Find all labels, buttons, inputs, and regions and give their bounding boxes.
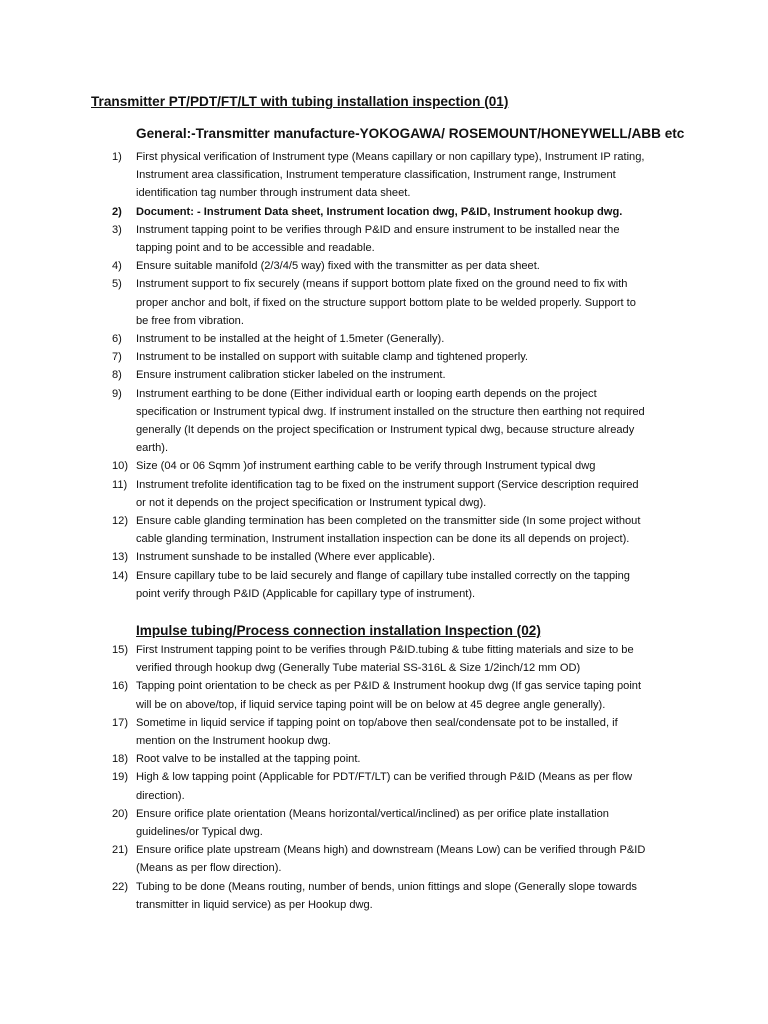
item-number: 18) xyxy=(112,753,129,766)
list-item xyxy=(0,221,768,257)
item-number: 12) xyxy=(112,515,129,528)
item-number: 3) xyxy=(112,223,122,236)
item-number: 11) xyxy=(112,478,128,491)
inspection-list-part2 xyxy=(0,641,768,914)
item-text-line: cable glanding termination, Instrument installation inspection can be done its all depends on project). xyxy=(136,533,630,546)
item-number: 4) xyxy=(112,260,122,273)
item-number: 9) xyxy=(112,387,122,400)
item-text-line: point verify through P&ID (Applicable for capillary type of instrument). xyxy=(136,587,476,600)
item-number: 14) xyxy=(112,569,129,582)
item-text-line: Instrument earthing to be done (Either individual earth or looping earth depends on the project xyxy=(136,387,597,400)
item-text-line: Root valve to be installed at the tapping point. xyxy=(136,753,361,766)
item-text-line: will be on above/top, if liquid service taping point will be on below at 45 degree angle generally). xyxy=(136,698,606,711)
item-text-line: Instrument to be installed on support with suitable clamp and tightened properly. xyxy=(136,351,529,364)
item-number: 16) xyxy=(112,680,129,693)
item-text-line: First Instrument tapping point to be verifies through P&ID.tubing & tube fitting materials and size to be xyxy=(136,644,634,656)
item-text-line: Ensure instrument calibration sticker labeled on the instrument. xyxy=(136,369,446,382)
item-text-line: Sometime in liquid service if tapping point on top/above then seal/condensate pot to be installed, if xyxy=(136,716,618,729)
item-number: 2) xyxy=(112,205,122,218)
item-text-line: proper anchor and bolt, if fixed on the structure support bottom plate to be welded properly. Support to xyxy=(136,296,636,309)
item-text-line: Tubing to be done (Means routing, number of bends, union fittings and slope (Generally slope towards xyxy=(136,880,637,893)
item-text-line: guidelines/or Typical dwg. xyxy=(136,826,263,839)
item-text-line: verified through hookup dwg (Generally Tube material SS-316L & Size 1/2inch/12 mm OD) xyxy=(136,662,581,675)
list-item xyxy=(0,567,768,603)
item-text-line: tapping point and to be accessible and readable. xyxy=(136,242,375,255)
item-text-line: direction). xyxy=(136,789,185,802)
inspection-list-part1 xyxy=(0,148,768,603)
list-item xyxy=(0,203,768,221)
item-text-line: High & low tapping point (Applicable for PDT/FT/LT) can be verified through P&ID (Means as per flow xyxy=(136,771,633,784)
item-text-line: Ensure orifice plate upstream (Means high) and downstream (Means Low) can be verified through P&ID xyxy=(136,844,646,857)
item-text-line: generally (It depends on the project specification or Instrument typical dwg, because structure already xyxy=(136,424,635,437)
list-item xyxy=(0,257,768,275)
item-text-line: or not it depends on the project specification or Instrument typical dwg). xyxy=(136,496,487,509)
item-text-line: Ensure capillary tube to be laid securely and flange of capillary tube installed correctly on the tapping xyxy=(136,569,630,582)
item-number: 8) xyxy=(112,369,122,382)
item-text-line: Ensure suitable manifold (2/3/4/5 way) fixed with the transmitter as per data sheet. xyxy=(136,260,540,273)
item-number: 10) xyxy=(112,460,129,473)
item-number: 20) xyxy=(112,807,129,820)
general-heading: General:-Transmitter manufacture-YOKOGAWA/ ROSEMOUNT/HONEYWELL/ABB etc xyxy=(136,126,685,141)
list-item xyxy=(0,677,768,713)
item-number: 17) xyxy=(112,716,129,729)
list-item xyxy=(0,641,768,677)
item-number: 19) xyxy=(112,771,129,784)
item-text-line: specification or Instrument typical dwg. If instrument installed on the structure then earthing not required xyxy=(136,405,645,418)
list-item xyxy=(0,457,768,475)
item-number: 21) xyxy=(112,844,129,857)
item-text-line: Size (04 or 06 Sqmm )of instrument earthing cable to be verify through Instrument typical dwg xyxy=(136,460,596,473)
list-item xyxy=(0,878,768,914)
list-item xyxy=(0,714,768,750)
item-number: 6) xyxy=(112,333,122,346)
item-text-line: Instrument support to fix securely (means if support bottom plate fixed on the ground need to fix with xyxy=(136,278,628,291)
list-item xyxy=(0,348,768,366)
list-item xyxy=(0,330,768,348)
item-text-line: Document: - Instrument Data sheet, Instrument location dwg, P&ID, Instrument hookup dwg. xyxy=(136,205,623,218)
list-item xyxy=(0,366,768,384)
list-item xyxy=(0,148,768,203)
item-text-line: Instrument sunshade to be installed (Where ever applicable). xyxy=(136,551,436,564)
item-text-line: Instrument tapping point to be verifies through P&ID and ensure instrument to be installed near the xyxy=(136,223,620,236)
item-text-line: Instrument trefolite identification tag to be fixed on the instrument support (Service description required xyxy=(136,478,639,491)
document-title: Transmitter PT/PDT/FT/LT with tubing installation inspection (01) xyxy=(91,94,509,109)
list-item xyxy=(0,768,768,804)
item-text-line: Instrument area classification, Instrument temperature classification, Instrument range, Instrument xyxy=(136,169,616,182)
item-text-line: transmitter in liquid service) as per Hookup dwg. xyxy=(136,898,373,911)
item-number: 22) xyxy=(112,880,129,893)
list-item xyxy=(0,512,768,548)
item-text-line: Instrument to be installed at the height of 1.5meter (Generally). xyxy=(136,333,445,346)
item-text-line: identification tag number through instrument data sheet. xyxy=(136,187,411,200)
item-text-line: First physical verification of Instrument type (Means capillary or non capillary type), Instrument IP rating, xyxy=(136,151,645,163)
item-text-line: Ensure orifice plate orientation (Means horizontal/vertical/inclined) as per orifice plate installation xyxy=(136,807,609,820)
item-text-line: Tapping point orientation to be check as per P&ID & Instrument hookup dwg (If gas service taping point xyxy=(136,680,642,693)
item-number: 15) xyxy=(112,644,129,656)
list-item xyxy=(0,476,768,512)
list-item xyxy=(0,548,768,566)
list-item xyxy=(0,275,768,330)
list-item xyxy=(0,805,768,841)
item-text-line: Ensure cable glanding termination has been completed on the transmitter side (In some project without xyxy=(136,515,641,528)
item-text-line: mention on the Instrument hookup dwg. xyxy=(136,735,331,748)
item-number: 1) xyxy=(112,151,122,163)
item-text-line: (Means as per flow direction). xyxy=(136,862,282,875)
item-number: 7) xyxy=(112,351,122,364)
item-text-line: earth). xyxy=(136,442,169,455)
item-text-line: be free from vibration. xyxy=(136,314,244,327)
list-item xyxy=(0,841,768,877)
item-number: 5) xyxy=(112,278,122,291)
list-item xyxy=(0,750,768,768)
item-number: 13) xyxy=(112,551,129,564)
list-item xyxy=(0,385,768,458)
section2-title: Impulse tubing/Process connection installation Inspection (02) xyxy=(136,623,541,638)
